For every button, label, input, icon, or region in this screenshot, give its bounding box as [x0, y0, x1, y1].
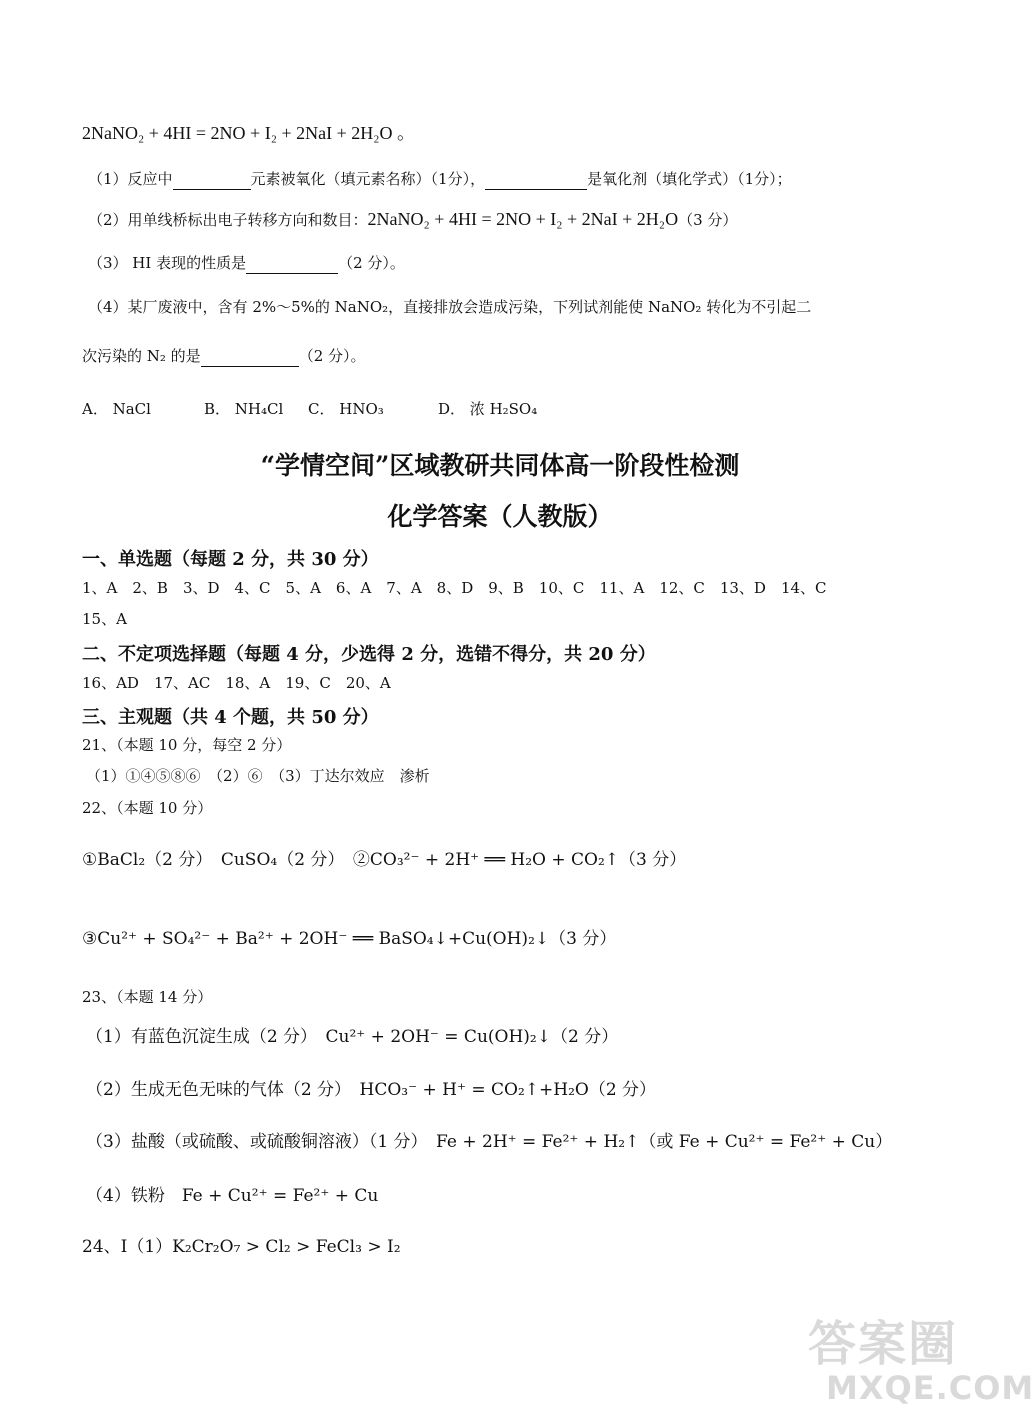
q21-answer: （1）①④⑤⑧⑥ （2）⑥ （3）丁达尔效应 渗析 [86, 767, 430, 785]
question-4-line1: （4）某厂废液中，含有 2%～5%的 NaNO₂，直接排放会造成污染，下列试剂能使 NaNO₂ 转化为不引起二 [88, 298, 812, 316]
section-3-heading: 三、主观题（共 4 个题，共 50 分） [82, 707, 379, 728]
section-2-answers: 16、AD 17、AC 18、A 19、C 20、A [82, 674, 391, 692]
q22-answer-line2: ③Cu²⁺ + SO₄²⁻ + Ba²⁺ + 2OH⁻ ══ BaSO₄↓+Cu(OH)₂↓（3 分） [82, 929, 617, 949]
q2-equation: 2NaNO₂ + 4HI = 2NO + I₂ + 2NaI + 2H₂O [367, 209, 679, 229]
q22-heading: 22、（本题 10 分） [82, 799, 213, 817]
q3-text-a: （3） HI 表现的性质是 [88, 254, 247, 272]
q1-blank-2 [485, 171, 587, 190]
question-1 [88, 168, 792, 190]
q1-text-b: 元素被氧化（填元素名称）（1分）， [250, 170, 486, 188]
q21-heading: 21、（本题 10 分，每空 2 分） [82, 736, 292, 754]
q23-answer-3: （3）盐酸（或硫酸、或硫酸铜溶液）（1 分） Fe + 2H⁺ = Fe²⁺ + H₂↑（或 Fe + Cu²⁺ = Fe²⁺ + Cu） [86, 1132, 893, 1152]
section-1-answers-line1: 1、A 2、B 3、D 4、C 5、A 6、A 7、A 8、D 9、B 10、C 11、A 12、C 13、D 14、C [82, 579, 827, 597]
answer-subtitle: 化学答案（人教版） [387, 502, 613, 531]
q23-answer-2: （2）生成无色无味的气体（2 分） HCO₃⁻ + H⁺ = CO₂↑+H₂O（2 分） [86, 1080, 657, 1100]
q23-heading: 23、（本题 14 分） [82, 988, 213, 1006]
question-3 [88, 252, 405, 274]
section-2-heading: 二、不定项选择题（每题 4 分，少选得 2 分，选错不得分，共 20 分） [82, 644, 656, 665]
answer-title: “学情空间”区域教研共同体高一阶段性检测 [260, 451, 740, 480]
top-equation: 2NaNO₂ + 4HI = 2NO + I₂ + 2NaI + 2H₂O 。 [82, 123, 416, 143]
q2-text: （2）用单线桥标出电子转移方向和数目： [88, 211, 368, 229]
watermark-logo-top: 答案圈 [808, 1316, 959, 1372]
q1-text-a: （1）反应中 [88, 170, 173, 188]
watermark-logo [808, 1305, 1034, 1410]
question-4-line2 [82, 345, 366, 367]
option-a: A． NaCl [82, 400, 151, 418]
q23-answer-4: （4）铁粉 Fe + Cu²⁺ = Fe²⁺ + Cu [86, 1186, 379, 1206]
q22-answer-line1: ①BaCl₂（2 分） CuSO₄（2 分） ②CO₃²⁻ + 2H⁺ ══ H₂O + CO₂↑（3 分） [82, 850, 687, 870]
question-4-options [82, 398, 537, 420]
q4-text-c: （2 分）。 [298, 347, 366, 365]
q1-text-c: 是氧化剂（填化学式）（1分）； [587, 170, 792, 188]
q3-text-b: （2 分）。 [338, 254, 405, 272]
q4-blank [201, 348, 299, 367]
q2-score: （3 分） [678, 211, 738, 229]
option-c: C． HNO₃ [308, 400, 384, 418]
q23-answer-1: （1）有蓝色沉淀生成（2 分） Cu²⁺ + 2OH⁻ = Cu(OH)₂↓（2 分） [86, 1027, 619, 1047]
q4-text-b: 次污染的 N₂ 的是 [82, 347, 201, 365]
option-d: D． 浓 H₂SO₄ [438, 400, 538, 418]
option-b: B． NH₄Cl [204, 400, 284, 418]
q24-answer-1: 24、Ⅰ（1）K₂Cr₂O₇ > Cl₂ > FeCl₃ > I₂ [82, 1237, 401, 1257]
section-1-heading: 一、单选题（每题 2 分，共 30 分） [82, 549, 379, 570]
q3-blank [246, 255, 338, 274]
watermark-logo-bottom: MXQE.COM [826, 1369, 1034, 1407]
q1-blank-1 [173, 171, 251, 190]
question-2 [88, 208, 737, 231]
section-1-answers-line2: 15、A [82, 610, 127, 628]
